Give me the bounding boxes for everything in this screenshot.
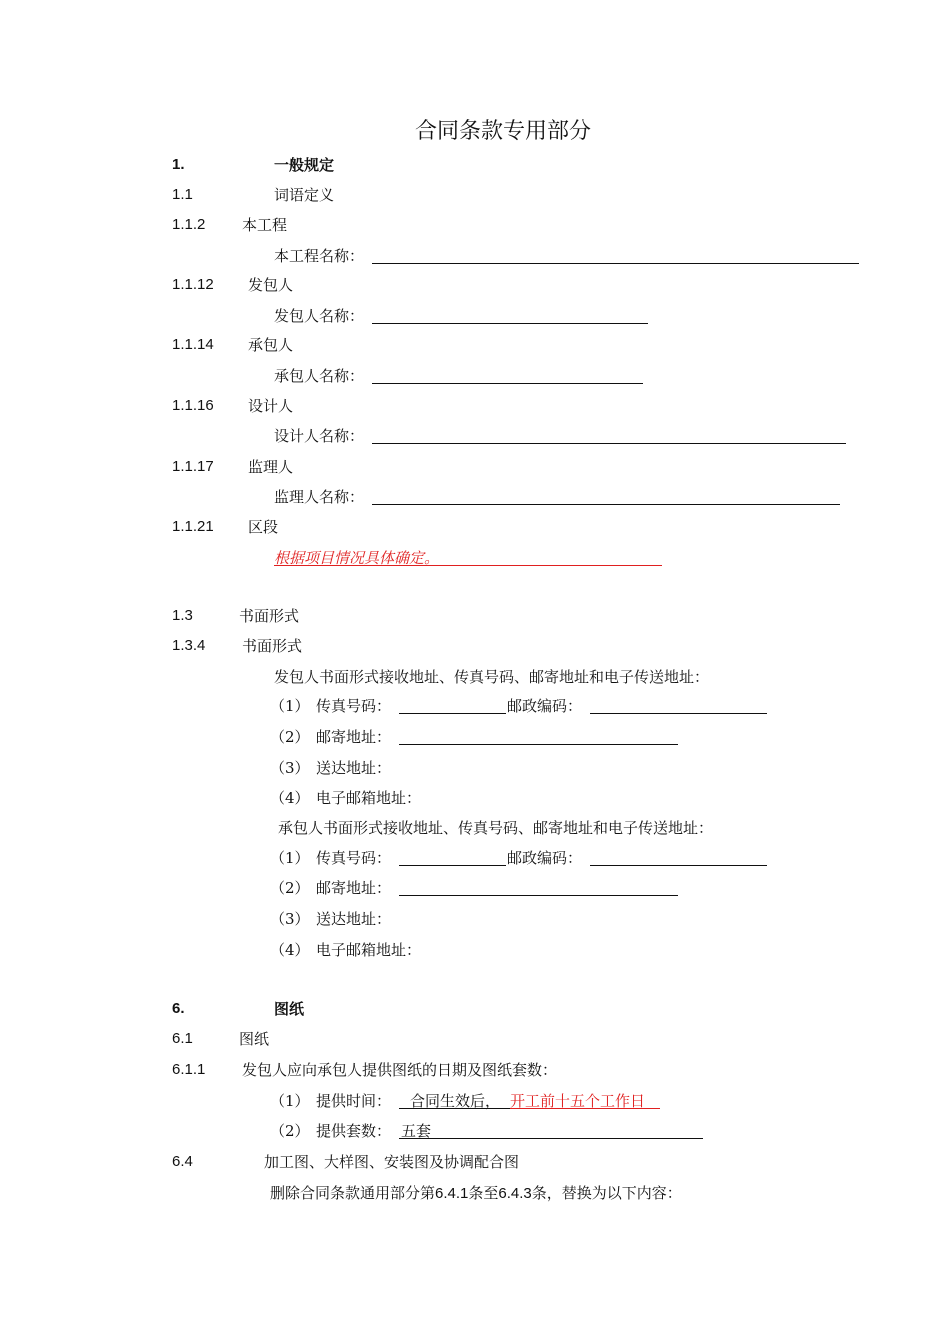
item-number: （3）: [270, 910, 310, 928]
section-note-underline: [274, 565, 662, 566]
clause-number: 1.1.12: [172, 276, 214, 293]
item-number: （2）: [270, 1122, 310, 1140]
clause-heading: 发包人: [248, 276, 294, 294]
clause-number: 1.3: [172, 607, 193, 624]
delivery-time-value-highlight: 开工前十五个工作日: [510, 1092, 646, 1110]
section-note: 根据项目情况具体确定。: [274, 549, 440, 567]
field-label: 传真号码：: [316, 697, 392, 715]
contractor-name-field[interactable]: [372, 383, 643, 384]
field-label: 邮政编码：: [507, 697, 583, 715]
clause-number: 6.4: [172, 1153, 193, 1170]
supervisor-name-field[interactable]: [372, 504, 840, 505]
designer-name-field[interactable]: [372, 443, 846, 444]
field-label: 设计人名称：: [274, 427, 365, 445]
clause-heading: 承包人: [248, 336, 294, 354]
item-number: （1）: [270, 697, 310, 715]
item-number: （1）: [270, 849, 310, 867]
clause-heading: 设计人: [248, 397, 294, 415]
field-label: 送达地址：: [316, 910, 392, 928]
field-label: 电子邮箱地址：: [316, 789, 422, 807]
field-label: 本工程名称：: [274, 247, 365, 265]
field-label: 提供时间：: [316, 1092, 392, 1110]
page-title: 合同条款专用部分: [415, 119, 592, 144]
section-number: 6.: [172, 1000, 185, 1017]
field-label: 电子邮箱地址：: [316, 941, 422, 959]
item-number: （2）: [270, 728, 310, 746]
delivery-time-field[interactable]: [399, 1108, 510, 1109]
employer-mail-address-field[interactable]: [399, 744, 678, 745]
clause-heading: 书面形式: [239, 607, 300, 625]
clause-number: 1.1: [172, 186, 193, 203]
replacement-statement: 删除合同条款通用部分第6.4.1条至6.4.3条，替换为以下内容：: [270, 1184, 682, 1202]
field-label: 送达地址：: [316, 759, 392, 777]
clause-number: 6.1: [172, 1030, 193, 1047]
section-number: 1.: [172, 156, 185, 173]
clause-number: 1.1.17: [172, 458, 214, 475]
item-number: （2）: [270, 879, 310, 897]
clause-heading: 书面形式: [242, 637, 303, 655]
field-label: 承包人名称：: [274, 367, 365, 385]
section-heading: 图纸: [274, 1000, 305, 1018]
field-label: 传真号码：: [316, 849, 392, 867]
clause-heading: 监理人: [248, 458, 294, 476]
employer-address-intro: 发包人书面形式接收地址、传真号码、邮寄地址和电子传送地址：: [274, 668, 710, 686]
employer-name-field[interactable]: [372, 323, 648, 324]
employer-fax-field[interactable]: [399, 713, 506, 714]
contractor-mail-address-field[interactable]: [399, 895, 678, 896]
employer-postcode-field[interactable]: [590, 713, 767, 714]
clause-number: 6.1.1: [172, 1061, 206, 1078]
clause-number: 1.1.16: [172, 397, 214, 414]
item-number: （3）: [270, 759, 310, 777]
clause-number: 1.1.21: [172, 518, 214, 535]
item-number: （4）: [270, 789, 310, 807]
clause-number: 1.3.4: [172, 637, 206, 654]
project-name-field[interactable]: [372, 263, 859, 264]
contractor-address-intro: 承包人书面形式接收地址、传真号码、邮寄地址和电子传送地址：: [278, 819, 714, 837]
section-heading: 一般规定: [274, 156, 335, 174]
item-number: （4）: [270, 941, 310, 959]
delivery-time-field-highlight: [510, 1108, 660, 1109]
clause-number: 1.1.14: [172, 336, 214, 353]
clause-heading: 词语定义: [274, 186, 335, 204]
delivery-time-value: 合同生效后，: [410, 1092, 501, 1110]
item-number: （1）: [270, 1092, 310, 1110]
contractor-fax-field[interactable]: [399, 865, 506, 866]
clause-heading: 区段: [248, 518, 279, 536]
field-label: 邮政编码：: [507, 849, 583, 867]
field-label: 监理人名称：: [274, 488, 365, 506]
clause-heading: 加工图、大样图、安装图及协调配合图: [264, 1153, 520, 1171]
contractor-postcode-field[interactable]: [590, 865, 767, 866]
field-label: 邮寄地址：: [316, 879, 392, 897]
drawing-sets-field[interactable]: [399, 1138, 703, 1139]
field-label: 邮寄地址：: [316, 728, 392, 746]
clause-heading: 发包人应向承包人提供图纸的日期及图纸套数：: [242, 1061, 558, 1079]
drawing-sets-value: 五套: [401, 1122, 432, 1140]
field-label: 发包人名称：: [274, 307, 365, 325]
clause-heading: 图纸: [239, 1030, 270, 1048]
field-label: 提供套数：: [316, 1122, 392, 1140]
clause-heading: 本工程: [242, 216, 288, 234]
clause-number: 1.1.2: [172, 216, 206, 233]
